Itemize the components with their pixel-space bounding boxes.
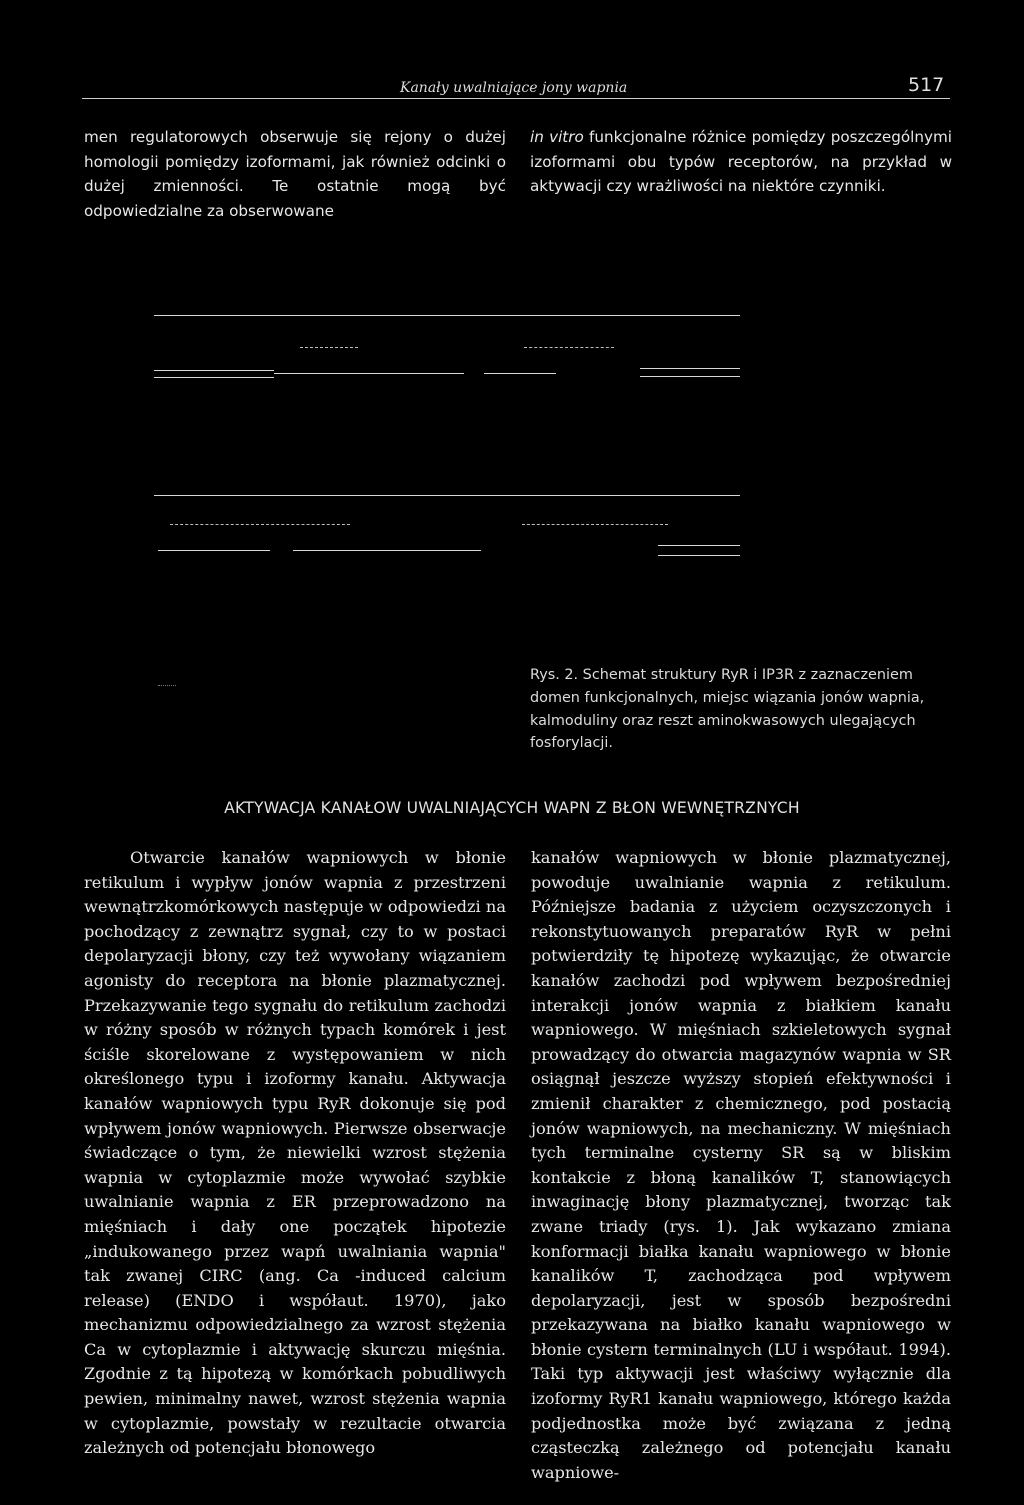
ryr-dash-b bbox=[524, 347, 614, 348]
body-right-column: kanałów wapniowych w błonie plazmatycznej, powoduje uwalnianie wapnia z retikulum. Późniejsze badania z użyciem oczyszczonych i rekonstytuowanych preparatów RyR w pełni potwierdziły tę hipotezę wykazując, że otwarcie kanałów zachodzi pod wpływem bezpośredniej interakcji jonów wapnia z białkiem kanału wapniowego. W mięśniach szkieletowych sygnał prowadzący do otwarcia magazynów wapnia w SR osiągnął jeszcze wyższy stopień efektywności i zmienił charakter z chemicznego, pod postacią jonów wapniowych, na mechaniczny. W mięśniach tych terminalne cysterny SR są w bliskim kontakcie z błoną kanalików T, stanowiących inwaginację błony plazmatycznej, tworząc tak zwane triady (rys. 1). Jak wykazano zmiana konformacji białka kanału wapniowego w błonie kanalików T, zachodząca pod wpływem depolaryzacji, jest w sposób bezpośredni przekazywana na białko kanału wapniowego w błonie cystern terminalnych (LU i współaut. 1994). Taki typ aktywacji jest właściwy wyłącznie dla izoformy RyR1 kanału wapniowego, którego każda podjednostka może być związana z jedną cząsteczką zależnego od potencjału kanału wapniowe- bbox=[531, 848, 951, 1482]
speck-artifact bbox=[158, 685, 176, 687]
ip3r-seg-3 bbox=[658, 545, 740, 546]
ryr-seg-4 bbox=[640, 368, 740, 369]
ip3r-seg-1 bbox=[158, 550, 270, 551]
ryr-dash-a bbox=[300, 347, 358, 348]
page-number: 517 bbox=[908, 74, 945, 96]
running-title: Kanały uwalniające jony wapnia bbox=[400, 80, 628, 96]
ip3r-dash-a bbox=[170, 524, 350, 525]
header-rule bbox=[82, 98, 950, 99]
ip3r-seg-3b bbox=[658, 555, 740, 556]
top-left-text: men regulatorowych obserwuje się rejony o dużej homologii pomiędzy izoformami, jak również odcinki o dużej zmienności. Te ostatnie mogą być odpowiedzialne za obserwowane bbox=[84, 128, 506, 220]
ryr-seg-1 bbox=[154, 370, 274, 371]
figure-diagram bbox=[150, 310, 750, 580]
top-right-body: funkcjonalne różnice pomiędzy poszczególnymi izoformami obu typów receptorów, na przykład w aktywacji czy wrażliwości na niektóre czynniki. bbox=[530, 128, 953, 196]
ip3r-dash-b bbox=[522, 524, 668, 525]
ryr-seg-3 bbox=[484, 373, 556, 374]
section-title: AKTYWACJA KANAŁOW UWALNIAJĄCYCH WAPN Z BŁON WEWNĘTRZNYCH bbox=[224, 799, 800, 817]
ip3r-seg-2 bbox=[293, 550, 481, 551]
in-vitro-italic: in vitro bbox=[530, 128, 584, 146]
ip3r-axis-line bbox=[154, 495, 740, 496]
ryr-seg-4b bbox=[640, 376, 740, 377]
body-left-column: Otwarcie kanałów wapniowych w błonie retikulum i wypływ jonów wapnia z przestrzeni wewnątrzkomórkowych następuje w odpowiedzi na pochodzący z zewnątrz sygnał, czy to w postaci depolaryzacji błony, czy też wywołany wiązaniem agonisty do receptora na błonie plazmatycznej. Przekazywanie tego sygnału do retikulum zachodzi w różny sposób w różnych typach komórek i jest ściśle skorelowane z występowaniem w nich określonego typu i izoformy kanału. Aktywacja kanałów wapniowych typu RyR dokonuje się pod wpływem jonów wapniowych. Pierwsze obserwacje świadczące o tym, że niewielki wzrost stężenia wapnia w cytoplazmie może wywołać szybkie uwalnianie wapnia z ER przeprowadzono na mięśniach i dały one początek hipotezie „indukowanego przez wapń uwalniania wapnia" tak zwanej CIRC (ang. Ca -induced calcium release) (ENDO i współaut. 1970), jako mechanizmu odpowiedzialnego za wzrost stężenia Ca w cytoplazmie i aktywację skurczu mięśnia. Zgodnie z tą hipotezą w komórkach pobudliwych pewien, minimalny nawet, wzrost stężenia wapnia w cytoplazmie, powstały w rezultacie otwarcia zależnych od potencjału błonowego bbox=[84, 848, 506, 1458]
top-right-text bbox=[530, 125, 952, 199]
ryr-seg-2 bbox=[274, 373, 464, 374]
ryr-axis-line bbox=[154, 315, 740, 316]
figure-caption: Rys. 2. Schemat struktury RyR i IP3R z zaznaczeniem domen funkcjonalnych, miejsc wiązania jonów wapnia, kalmoduliny oraz reszt aminokwasowych ulegających fosforylacji. bbox=[530, 667, 925, 752]
ryr-seg-1b bbox=[154, 377, 274, 378]
